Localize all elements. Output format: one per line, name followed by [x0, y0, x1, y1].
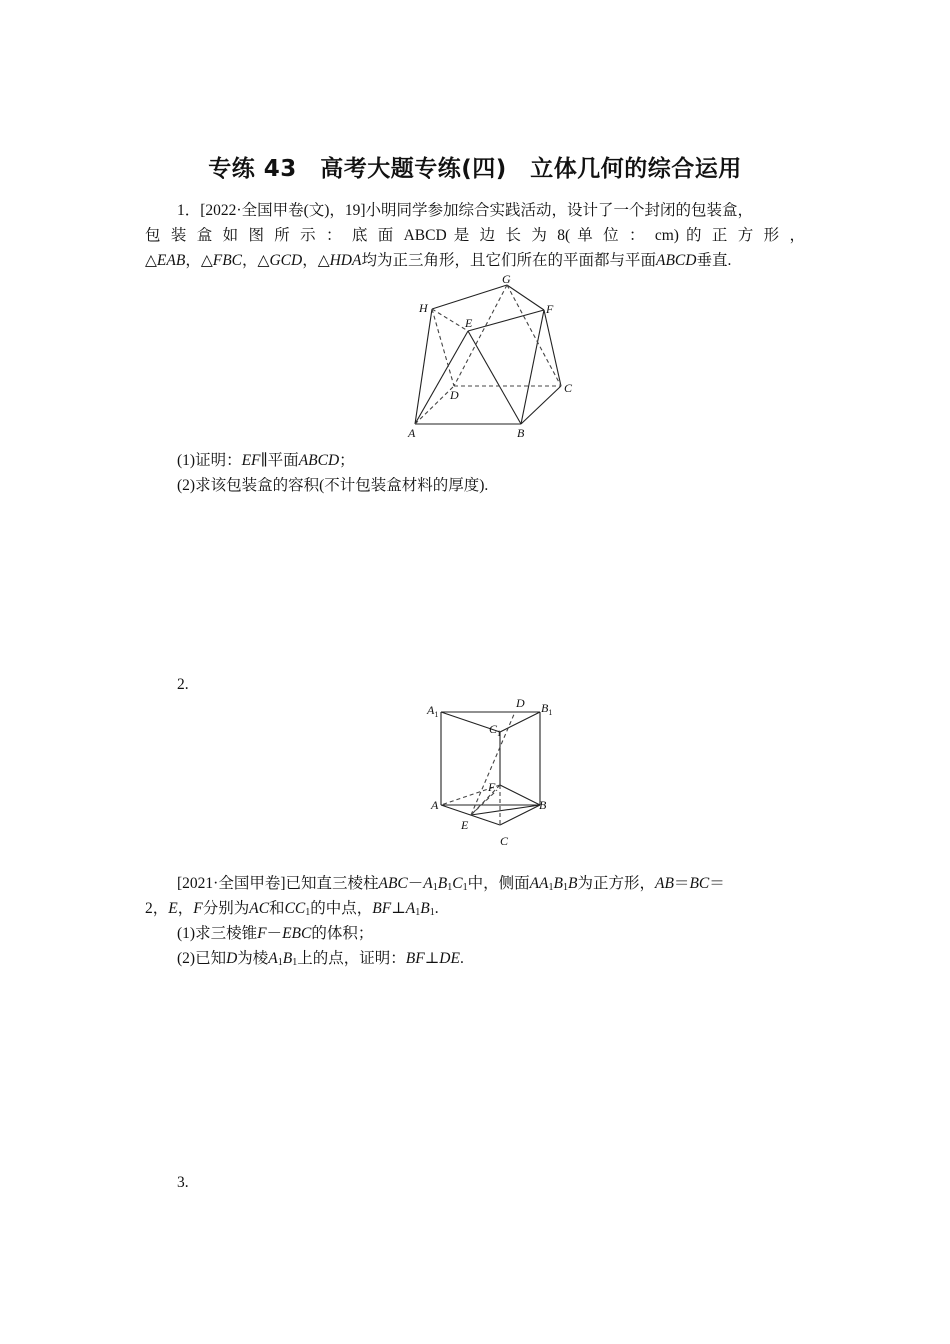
label-A: A	[431, 798, 439, 812]
problem1-line3: △EAB，△FBC，△GCD，△HDA均为正三角形，且它们所在的平面都与平面ABCD垂直.	[145, 252, 732, 269]
label-G: G	[502, 272, 511, 286]
problem1-line2: 包 装 盒 如 图 所 示 ： 底 面 ABCD 是 边 长 为 8( 单 位 ： cm) 的 正 方 形 ，	[145, 227, 805, 244]
label-A: A	[408, 426, 416, 440]
problem2-part2: (2)已知D为棱$A_1B_1$上的点，证明：BF⊥DE.	[177, 950, 464, 968]
problem2-part1: (1)求三棱锥F－EBC的体积；	[177, 925, 374, 942]
packaging-box-figure	[405, 272, 585, 444]
label-C1: $C_1$	[489, 722, 502, 738]
problem2-number: 2.	[177, 676, 189, 693]
label-B: B	[539, 798, 547, 812]
problem2-line2: 2，E，F分别为AC和$CC_1$的中点，$BF\perp A_1B_1$.	[145, 900, 439, 918]
label-B1: $B_1$	[541, 701, 553, 717]
problem1-line1: 1．[2022·全国甲卷(文)，19]小明同学参加综合实践活动，设计了一个封闭的包装盒，	[177, 202, 754, 219]
problem1-part1: (1)证明：EF∥平面ABCD；	[177, 452, 355, 469]
label-D: D	[516, 696, 525, 710]
label-F: F	[488, 780, 496, 794]
label-C: C	[564, 381, 573, 395]
problem1-part2: (2)求该包装盒的容积(不计包装盒材料的厚度).	[177, 477, 489, 494]
label-A1: $A_1$	[427, 703, 439, 719]
label-B: B	[517, 426, 525, 440]
problem2-line1: [2021·全国甲卷]已知直三棱柱$ABC-A_1B_1C_1$中，侧面$AA_1B_1B$为正方形，AB＝BC＝	[177, 875, 725, 893]
label-D: D	[450, 388, 459, 402]
problem3-number: 3.	[177, 1174, 189, 1191]
label-F: F	[546, 302, 554, 316]
prism-figure	[425, 695, 560, 853]
page-title: 专练 43 高考大题专练(四) 立体几何的综合运用	[208, 156, 742, 182]
label-C: C	[500, 834, 509, 848]
label-E: E	[461, 818, 469, 832]
label-H: H	[419, 301, 428, 315]
label-E: E	[465, 316, 473, 330]
